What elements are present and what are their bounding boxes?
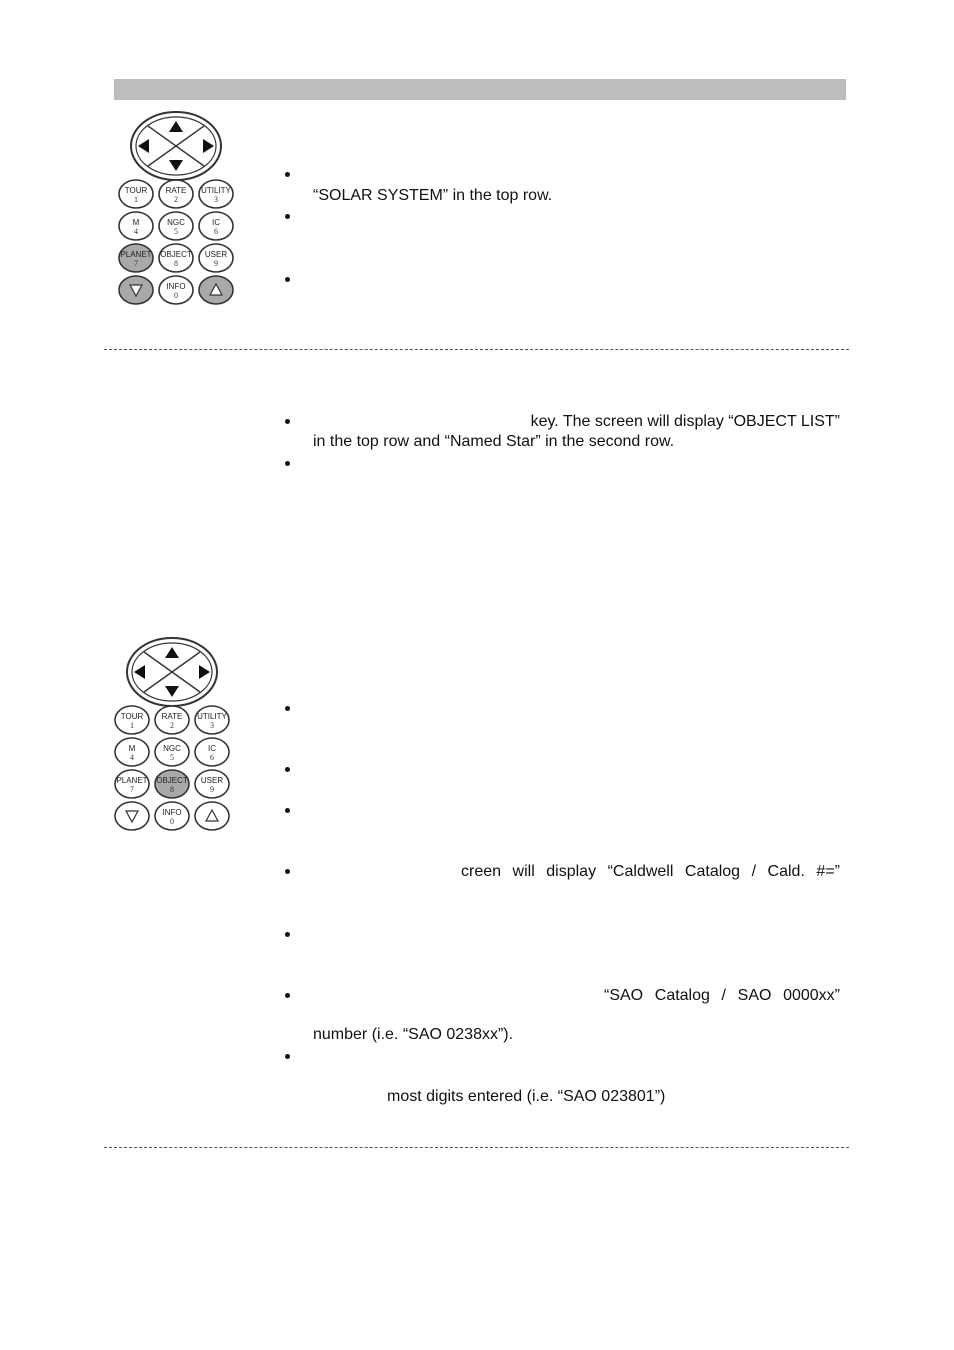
scroll-up-key [199, 276, 233, 304]
key-ngc [159, 212, 193, 240]
key-label: TOUR [124, 186, 148, 195]
key-label: NGC [163, 744, 181, 753]
key-ngc [155, 738, 189, 766]
hand-controller-keypad-planet [116, 110, 238, 315]
key-number: 8 [170, 785, 174, 794]
key-label: USER [200, 776, 224, 785]
key-label: INFO [162, 808, 182, 817]
paragraph-line: most digits entered (i.e. “SAO 023801”) [387, 1088, 666, 1105]
bullet-icon [284, 213, 292, 221]
scroll-down-key [115, 802, 149, 830]
key-label: OBJECT [156, 776, 188, 785]
bullet-icon [284, 931, 292, 939]
bullet-icon [284, 766, 292, 774]
key-label: TOUR [120, 712, 144, 721]
key-label: UTILITY [197, 712, 227, 721]
bullet-icon [284, 1053, 292, 1061]
key-label: RATE [165, 186, 187, 195]
key-number: 5 [170, 753, 174, 762]
key-number: 2 [174, 195, 178, 204]
key-info [159, 276, 193, 304]
direction-pad [131, 112, 221, 180]
key-number: 1 [130, 721, 134, 730]
scroll-up-key [195, 802, 229, 830]
paragraph-line: creen will display “Caldwell Catalog / Cald. #=” [461, 863, 840, 880]
key-number: 1 [134, 195, 138, 204]
bullet-icon [284, 460, 292, 468]
bullet-icon [284, 171, 292, 179]
key-label: M [132, 218, 140, 227]
key-number: 3 [210, 721, 214, 730]
key-user [195, 770, 229, 798]
key-label: M [128, 744, 136, 753]
key-planet [115, 770, 149, 798]
keypad-drawing [112, 636, 234, 841]
paragraph-line: key. The screen will display “OBJECT LIST” [530, 413, 840, 430]
key-label: PLANET [120, 250, 152, 259]
key-info [155, 802, 189, 830]
direction-pad [127, 638, 217, 706]
key-number: 2 [170, 721, 174, 730]
bullet-icon [284, 992, 292, 1000]
key-label: INFO [166, 282, 186, 291]
paragraph-line: in the top row and “Named Star” in the second row. [313, 433, 675, 450]
section-header-band [114, 79, 846, 100]
keypad-drawing [116, 110, 238, 315]
scroll-down-key [119, 276, 153, 304]
key-number: 4 [134, 227, 138, 236]
hand-controller-keypad-object [112, 636, 234, 841]
key-tour [119, 180, 153, 208]
key-object [155, 770, 189, 798]
key-number: 4 [130, 753, 134, 762]
key-label: NGC [167, 218, 185, 227]
key-label: IC [212, 218, 220, 227]
key-label: IC [208, 744, 216, 753]
bullet-icon [284, 705, 292, 713]
key-ic [199, 212, 233, 240]
key-label: USER [204, 250, 228, 259]
bullet-icon [284, 868, 292, 876]
key-number: 5 [174, 227, 178, 236]
key-number: 6 [214, 227, 218, 236]
key-label: UTILITY [201, 186, 231, 195]
key-label: OBJECT [160, 250, 192, 259]
key-m [115, 738, 149, 766]
key-user [199, 244, 233, 272]
paragraph-line: “SAO Catalog / SAO 0000xx” [604, 987, 840, 1004]
key-number: 3 [214, 195, 218, 204]
section-divider [104, 1147, 849, 1148]
key-tour [115, 706, 149, 734]
bullet-icon [284, 418, 292, 426]
key-rate [159, 180, 193, 208]
key-number: 0 [174, 291, 178, 300]
key-number: 9 [214, 259, 218, 268]
key-number: 7 [134, 259, 138, 268]
key-number: 6 [210, 753, 214, 762]
key-number: 0 [170, 817, 174, 826]
key-object [159, 244, 193, 272]
key-number: 8 [174, 259, 178, 268]
key-label: RATE [161, 712, 183, 721]
key-planet [119, 244, 153, 272]
key-utility [195, 706, 229, 734]
key-label: PLANET [116, 776, 148, 785]
paragraph-line: number (i.e. “SAO 0238xx”). [313, 1026, 514, 1043]
paragraph-line: “SOLAR SYSTEM” in the top row. [313, 187, 553, 204]
key-number: 7 [130, 785, 134, 794]
section-divider [104, 349, 849, 350]
bullet-icon [284, 807, 292, 815]
key-utility [199, 180, 233, 208]
bullet-icon [284, 276, 292, 284]
key-ic [195, 738, 229, 766]
key-rate [155, 706, 189, 734]
key-m [119, 212, 153, 240]
key-number: 9 [210, 785, 214, 794]
